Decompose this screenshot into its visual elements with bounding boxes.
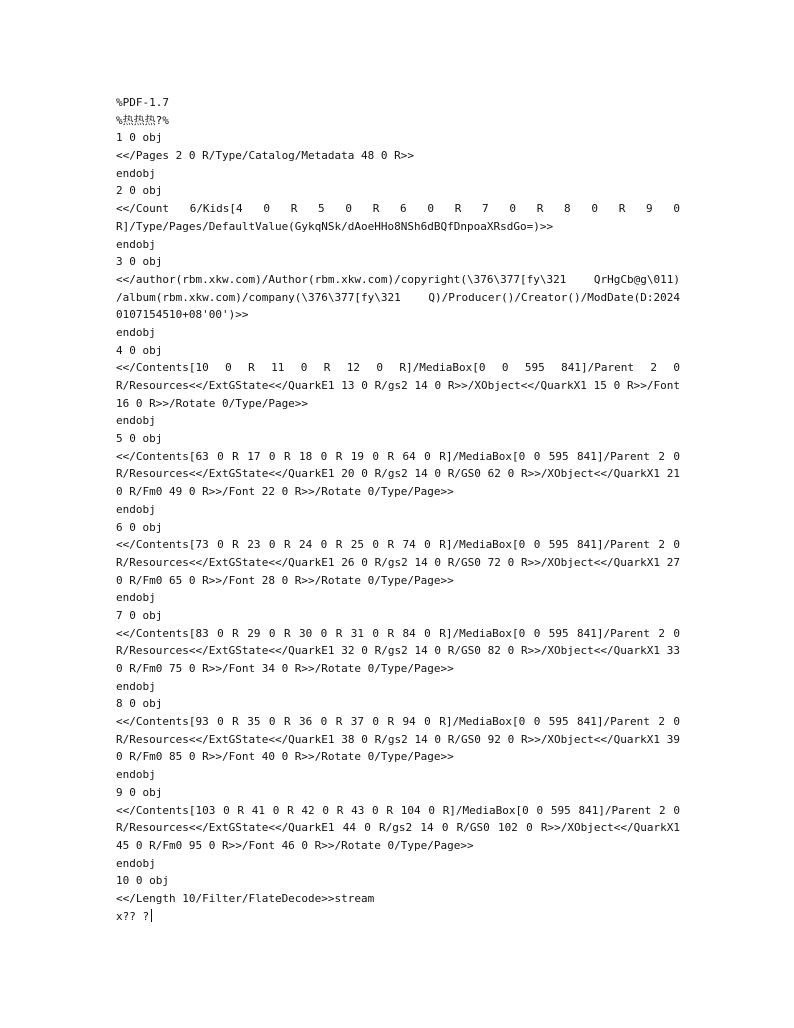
text-line: R/Resources<</ExtGState<</QuarkE1 20 0 R/gs2 14 0 R/GS0 62 0 R>>/XObject<</QuarkX1 21 — [116, 467, 680, 481]
text-line: <</Count 6/Kids[4 0 R 5 0 R 6 0 R 7 0 R 8 0 R 9 0 — [116, 202, 680, 216]
text-line: <</Contents[103 0 R 41 0 R 42 0 R 43 0 R 104 0 R]/MediaBox[0 0 595 841]/Parent 2 0 — [116, 803, 680, 817]
text-line: R]/Type/Pages/DefaultValue(GykqNSk/dAoeHHo8NSh6dBQfDnpoaXRsdGo=)>> — [116, 219, 554, 233]
text-line: R/Resources<</ExtGState<</QuarkE1 26 0 R/gs2 14 0 R/GS0 72 0 R>>/XObject<</QuarkX1 27 — [116, 555, 680, 569]
text-line: endobj — [116, 768, 156, 782]
text-line: /album(rbm.xkw.com)/company(\376\377[fy\321 Q)/Producer()/Creator()/ModDate(D:2024 — [116, 290, 680, 304]
text-line: 3 0 obj — [116, 255, 163, 269]
text-line: <</Contents[93 0 R 35 0 R 36 0 R 37 0 R 94 0 R]/MediaBox[0 0 595 841]/Parent 2 0 — [116, 715, 680, 729]
text-line: endobj — [116, 414, 156, 428]
text-line: endobj — [116, 591, 156, 605]
text-line: endobj — [116, 237, 156, 251]
text-line: <</Contents[10 0 R 11 0 R 12 0 R]/MediaBox[0 0 595 841]/Parent 2 0 — [116, 361, 680, 375]
text-line: 6 0 obj — [116, 520, 163, 534]
text-line: R/Resources<</ExtGState<</QuarkE1 13 0 R/gs2 14 0 R>>/XObject<</QuarkX1 15 0 R>>/Font — [116, 379, 680, 392]
text-line: endobj — [116, 325, 156, 339]
text-line: 0 R/Fm0 75 0 R>>/Font 34 0 R>>/Rotate 0/Type/Page>> — [116, 662, 454, 675]
text-line: 4 0 obj — [116, 343, 163, 357]
text-line: 16 0 R>>/Rotate 0/Type/Page>> — [116, 396, 309, 410]
text-line: 0 R/Fm0 49 0 R>>/Font 22 0 R>>/Rotate 0/Type/Page>> — [116, 485, 454, 499]
text-line: endobj — [116, 856, 156, 870]
text-line: endobj — [116, 166, 156, 180]
text-line: <</Pages 2 0 R/Type/Catalog/Metadata 48 0 R>> — [116, 149, 415, 163]
text-line: <</Contents[73 0 R 23 0 R 24 0 R 25 0 R 74 0 R]/MediaBox[0 0 595 841]/Parent 2 0 — [116, 538, 680, 552]
text-line: 0 R/Fm0 65 0 R>>/Font 28 0 R>>/Rotate 0/Type/Page>> — [116, 573, 454, 587]
text-line: 45 0 R/Fm0 95 0 R>>/Font 46 0 R>>/Rotate 0/Type/Page>> — [116, 838, 474, 852]
text-line: 7 0 obj — [116, 608, 163, 622]
text-line: %PDF-1.7 — [116, 96, 169, 109]
text-line: R/Resources<</ExtGState<</QuarkE1 44 0 R/gs2 14 0 R/GS0 102 0 R>>/XObject<</QuarkX1 — [116, 821, 680, 835]
document-text[interactable] — [116, 94, 680, 925]
text-line: 1 0 obj — [116, 131, 163, 145]
text-line: endobj — [116, 502, 156, 516]
text-line: 0107154510+08'00')>> — [116, 308, 249, 322]
text-line: <</author(rbm.xkw.com)/Author(rbm.xkw.com)/copyright(\376\377[fy\321 QrHgCb@g\011) — [116, 272, 680, 286]
text-line: 9 0 obj — [116, 785, 163, 799]
text-line: 8 0 obj — [116, 697, 163, 711]
text-line: R/Resources<</ExtGState<</QuarkE1 38 0 R/gs2 14 0 R/GS0 92 0 R>>/XObject<</QuarkX1 39 — [116, 732, 680, 746]
text-line: <</Contents[63 0 R 17 0 R 18 0 R 19 0 R 64 0 R]/MediaBox[0 0 595 841]/Parent 2 0 — [116, 449, 680, 463]
text-line — [116, 908, 680, 926]
text-line: %热热热?% — [116, 113, 169, 127]
text-line: <</Length 10/Filter/FlateDecode>>stream — [116, 891, 375, 905]
text-line: <</Contents[83 0 R 29 0 R 30 0 R 31 0 R 84 0 R]/MediaBox[0 0 595 841]/Parent 2 0 — [116, 626, 680, 640]
text-cursor — [151, 909, 152, 922]
text-line: 0 R/Fm0 85 0 R>>/Font 40 0 R>>/Rotate 0/Type/Page>> — [116, 750, 454, 764]
stream-data-text: x?? ? — [116, 909, 150, 923]
text-line: 10 0 obj — [116, 874, 169, 888]
text-line: 5 0 obj — [116, 432, 163, 446]
text-line: R/Resources<</ExtGState<</QuarkE1 32 0 R/gs2 14 0 R/GS0 82 0 R>>/XObject<</QuarkX1 33 — [116, 644, 680, 658]
text-line: endobj — [116, 679, 156, 693]
text-line: 2 0 obj — [116, 184, 163, 198]
